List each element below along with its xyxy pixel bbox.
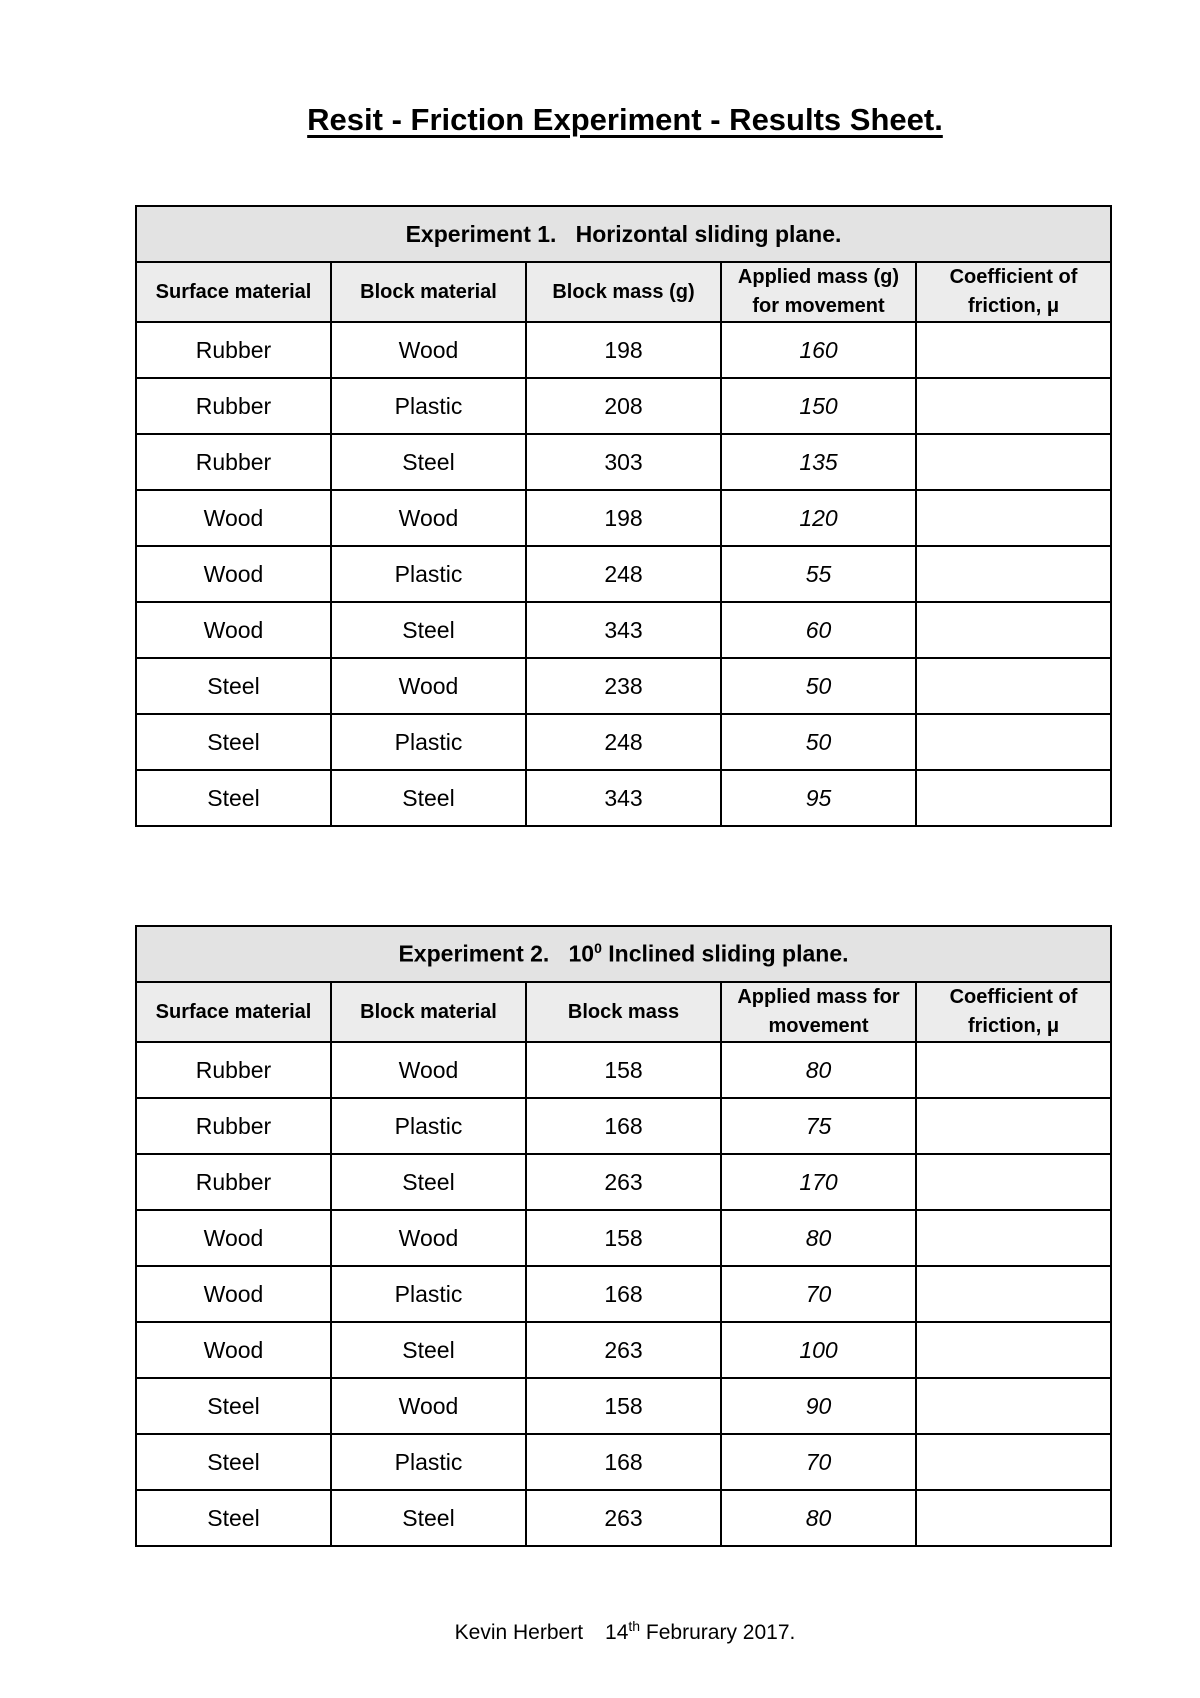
table-row xyxy=(136,490,1111,546)
coefficient-cell xyxy=(916,1434,1111,1490)
block-mass-cell: 158 xyxy=(526,1378,721,1434)
applied-mass-cell: 75 xyxy=(721,1098,916,1154)
footer xyxy=(0,1618,1200,1645)
experiment-2-body xyxy=(136,1042,1111,1546)
surface-material-cell: Rubber xyxy=(136,322,331,378)
block-mass-cell: 248 xyxy=(526,714,721,770)
surface-material-cell: Wood xyxy=(136,1210,331,1266)
experiment-2-header-row xyxy=(136,982,1111,1042)
block-material-cell: Steel xyxy=(331,434,526,490)
date-day-suffix: th xyxy=(628,1618,641,1634)
header-block-material: Block material xyxy=(331,262,526,322)
block-material-cell: Plastic xyxy=(331,1098,526,1154)
block-material-cell: Wood xyxy=(331,490,526,546)
header-coefficient-line2: friction, μ xyxy=(967,295,1060,317)
header-coefficient-line1: Coefficient of xyxy=(949,266,1078,288)
table-row xyxy=(136,322,1111,378)
surface-material-cell: Rubber xyxy=(136,378,331,434)
block-mass-cell: 248 xyxy=(526,546,721,602)
header-block-material: Block material xyxy=(331,982,526,1042)
block-material-cell: Wood xyxy=(331,1378,526,1434)
experiment-1-table xyxy=(135,205,1112,827)
surface-material-cell: Rubber xyxy=(136,1098,331,1154)
block-mass-cell: 198 xyxy=(526,322,721,378)
table-row xyxy=(136,1042,1111,1098)
block-material-cell: Steel xyxy=(331,1322,526,1378)
surface-material-cell: Wood xyxy=(136,546,331,602)
applied-mass-cell: 80 xyxy=(721,1042,916,1098)
experiment-1-header-row xyxy=(136,262,1111,322)
applied-mass-cell: 80 xyxy=(721,1210,916,1266)
experiment-1-caption-row xyxy=(136,206,1111,262)
date-day: 14 xyxy=(605,1621,629,1644)
applied-mass-cell: 70 xyxy=(721,1434,916,1490)
table-row xyxy=(136,602,1111,658)
table-row xyxy=(136,1210,1111,1266)
applied-mass-cell: 90 xyxy=(721,1378,916,1434)
applied-mass-cell: 170 xyxy=(721,1154,916,1210)
block-material-cell: Wood xyxy=(331,322,526,378)
block-material-cell: Plastic xyxy=(331,1434,526,1490)
applied-mass-cell: 120 xyxy=(721,490,916,546)
header-applied-mass-line1: Applied mass (g) xyxy=(737,266,900,288)
block-mass-cell: 168 xyxy=(526,1266,721,1322)
block-mass-cell: 263 xyxy=(526,1154,721,1210)
header-applied-mass-line1: Applied mass for xyxy=(737,986,900,1008)
header-applied-mass xyxy=(721,262,916,322)
table-row xyxy=(136,714,1111,770)
author-name: Kevin Herbert xyxy=(454,1621,584,1644)
block-mass-cell: 168 xyxy=(526,1098,721,1154)
header-coefficient-line1: Coefficient of xyxy=(949,986,1078,1008)
header-block-mass: Block mass xyxy=(526,982,721,1042)
block-mass-cell: 168 xyxy=(526,1434,721,1490)
table-row xyxy=(136,1098,1111,1154)
table-row xyxy=(136,1322,1111,1378)
header-coefficient xyxy=(916,262,1111,322)
surface-material-cell: Steel xyxy=(136,1378,331,1434)
header-applied-mass-line2: for movement xyxy=(752,295,885,317)
header-applied-mass xyxy=(721,982,916,1042)
block-material-cell: Plastic xyxy=(331,714,526,770)
block-material-cell: Plastic xyxy=(331,1266,526,1322)
block-mass-cell: 343 xyxy=(526,602,721,658)
block-material-cell: Wood xyxy=(331,658,526,714)
block-mass-cell: 158 xyxy=(526,1042,721,1098)
block-material-cell: Wood xyxy=(331,1042,526,1098)
header-coefficient-line2: friction, μ xyxy=(967,1015,1060,1037)
block-material-cell: Plastic xyxy=(331,546,526,602)
coefficient-cell xyxy=(916,490,1111,546)
table-row xyxy=(136,378,1111,434)
surface-material-cell: Steel xyxy=(136,1434,331,1490)
coefficient-cell xyxy=(916,1266,1111,1322)
table-row xyxy=(136,1266,1111,1322)
coefficient-cell xyxy=(916,434,1111,490)
block-material-cell: Steel xyxy=(331,1154,526,1210)
experiment-2-table xyxy=(135,925,1112,1547)
applied-mass-cell: 135 xyxy=(721,434,916,490)
coefficient-cell xyxy=(916,1098,1111,1154)
coefficient-cell xyxy=(916,378,1111,434)
page-title: Resit - Friction Experiment - Results Sheet. xyxy=(307,102,943,137)
surface-material-cell: Wood xyxy=(136,1266,331,1322)
block-material-cell: Steel xyxy=(331,770,526,826)
header-block-mass: Block mass (g) xyxy=(526,262,721,322)
surface-material-cell: Steel xyxy=(136,658,331,714)
block-mass-cell: 303 xyxy=(526,434,721,490)
experiment-2-caption-degree: 0 xyxy=(594,940,602,957)
block-material-cell: Wood xyxy=(331,1210,526,1266)
coefficient-cell xyxy=(916,658,1111,714)
experiment-2-caption-angle: 10 xyxy=(568,940,595,967)
surface-material-cell: Rubber xyxy=(136,434,331,490)
experiment-2-caption-prefix: Experiment 2. xyxy=(398,940,550,967)
header-applied-mass-line2: movement xyxy=(768,1015,869,1037)
block-mass-cell: 238 xyxy=(526,658,721,714)
header-surface-material: Surface material xyxy=(136,262,331,322)
coefficient-cell xyxy=(916,322,1111,378)
surface-material-cell: Wood xyxy=(136,490,331,546)
block-mass-cell: 198 xyxy=(526,490,721,546)
block-mass-cell: 263 xyxy=(526,1322,721,1378)
block-material-cell: Steel xyxy=(331,602,526,658)
applied-mass-cell: 60 xyxy=(721,602,916,658)
applied-mass-cell: 100 xyxy=(721,1322,916,1378)
table-row xyxy=(136,1490,1111,1546)
applied-mass-cell: 50 xyxy=(721,658,916,714)
applied-mass-cell: 80 xyxy=(721,1490,916,1546)
applied-mass-cell: 95 xyxy=(721,770,916,826)
applied-mass-cell: 160 xyxy=(721,322,916,378)
table-row xyxy=(136,1378,1111,1434)
header-surface-material: Surface material xyxy=(136,982,331,1042)
experiment-2-caption-text: Inclined sliding plane. xyxy=(608,940,849,967)
block-mass-cell: 343 xyxy=(526,770,721,826)
coefficient-cell xyxy=(916,1042,1111,1098)
experiment-1-body xyxy=(136,322,1111,826)
table-row xyxy=(136,770,1111,826)
table-row xyxy=(136,1154,1111,1210)
header-coefficient xyxy=(916,982,1111,1042)
block-mass-cell: 158 xyxy=(526,1210,721,1266)
block-material-cell: Steel xyxy=(331,1490,526,1546)
surface-material-cell: Rubber xyxy=(136,1042,331,1098)
coefficient-cell xyxy=(916,714,1111,770)
applied-mass-cell: 150 xyxy=(721,378,916,434)
surface-material-cell: Wood xyxy=(136,1322,331,1378)
coefficient-cell xyxy=(916,1322,1111,1378)
experiment-1-caption-prefix: Experiment 1. xyxy=(405,220,557,247)
surface-material-cell: Steel xyxy=(136,770,331,826)
block-mass-cell: 263 xyxy=(526,1490,721,1546)
applied-mass-cell: 70 xyxy=(721,1266,916,1322)
coefficient-cell xyxy=(916,770,1111,826)
coefficient-cell xyxy=(916,602,1111,658)
applied-mass-cell: 55 xyxy=(721,546,916,602)
date-month-year: Februrary 2017. xyxy=(645,1621,796,1644)
surface-material-cell: Steel xyxy=(136,1490,331,1546)
surface-material-cell: Wood xyxy=(136,602,331,658)
table-row xyxy=(136,434,1111,490)
coefficient-cell xyxy=(916,1154,1111,1210)
table-row xyxy=(136,546,1111,602)
coefficient-cell xyxy=(916,1210,1111,1266)
coefficient-cell xyxy=(916,1490,1111,1546)
experiment-2-caption-row xyxy=(136,926,1111,982)
table-row xyxy=(136,658,1111,714)
block-material-cell: Plastic xyxy=(331,378,526,434)
surface-material-cell: Rubber xyxy=(136,1154,331,1210)
experiment-1-caption-text: Horizontal sliding plane. xyxy=(575,220,842,247)
experiment-2-caption xyxy=(136,926,1111,982)
block-mass-cell: 208 xyxy=(526,378,721,434)
coefficient-cell xyxy=(916,1378,1111,1434)
coefficient-cell xyxy=(916,546,1111,602)
surface-material-cell: Steel xyxy=(136,714,331,770)
experiment-1-caption xyxy=(136,206,1111,262)
applied-mass-cell: 50 xyxy=(721,714,916,770)
table-row xyxy=(136,1434,1111,1490)
